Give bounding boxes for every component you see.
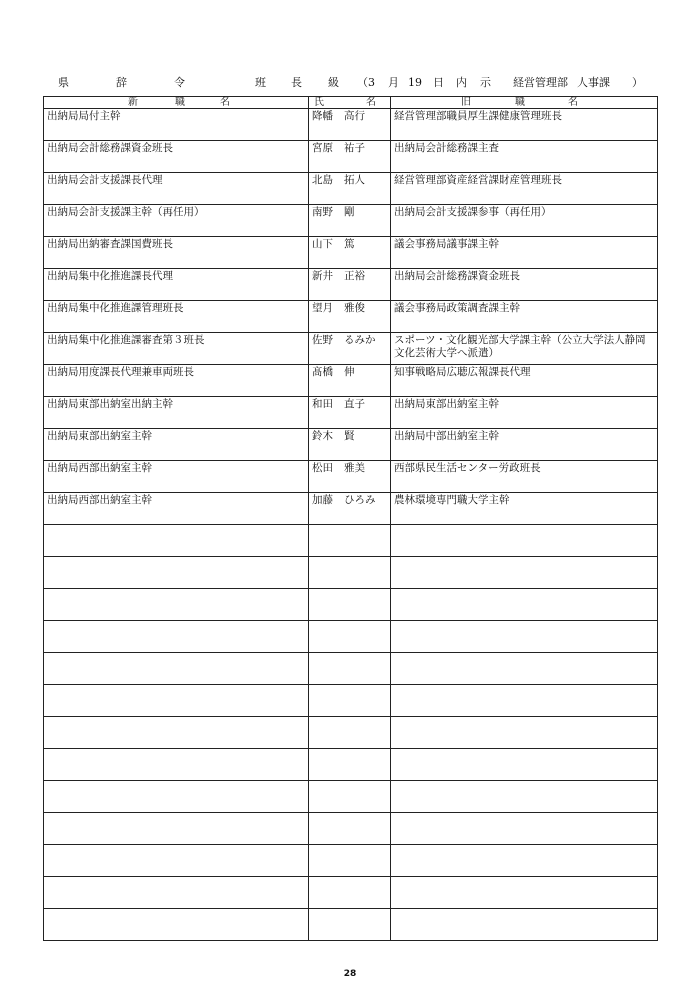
document-header bbox=[58, 75, 648, 91]
table-row bbox=[44, 397, 658, 429]
old-post-cell: 出納局会計総務課主査 bbox=[391, 141, 658, 173]
empty-cell bbox=[44, 653, 309, 685]
header-rank-char: 班 bbox=[255, 76, 266, 89]
table-row bbox=[44, 333, 658, 365]
empty-cell bbox=[44, 749, 309, 781]
given-name: 伸 bbox=[344, 366, 355, 378]
new-post-cell: 出納局集中化推進課審査第３班長 bbox=[44, 333, 309, 365]
header-date-open: （3 bbox=[357, 76, 375, 89]
header-day-label: 日 bbox=[433, 76, 444, 89]
family-name: 松田 bbox=[312, 462, 333, 474]
header-title-char: 令 bbox=[174, 76, 185, 89]
old-post-column-header: 旧 職 名 bbox=[391, 97, 658, 109]
empty-cell bbox=[391, 845, 658, 877]
new-post-cell: 出納局会計支援課長代理 bbox=[44, 173, 309, 205]
person-name-cell bbox=[309, 493, 391, 525]
person-name-cell bbox=[309, 397, 391, 429]
old-post-cell: 議会事務局政策調査課主幹 bbox=[391, 301, 658, 333]
empty-cell bbox=[309, 749, 391, 781]
old-post-cell: 西部県民生活センター労政班長 bbox=[391, 461, 658, 493]
empty-cell bbox=[309, 589, 391, 621]
empty-cell bbox=[44, 621, 309, 653]
new-post-cell: 出納局東部出納室出納主幹 bbox=[44, 397, 309, 429]
empty-cell bbox=[44, 813, 309, 845]
empty-table-row bbox=[44, 525, 658, 557]
empty-cell bbox=[44, 909, 309, 941]
given-name: 雅俊 bbox=[344, 302, 365, 314]
empty-cell bbox=[391, 621, 658, 653]
empty-table-row bbox=[44, 621, 658, 653]
empty-table-row bbox=[44, 557, 658, 589]
new-post-cell: 出納局会計総務課資金班長 bbox=[44, 141, 309, 173]
new-post-cell: 出納局西部出納室主幹 bbox=[44, 493, 309, 525]
old-post-cell: 経営管理部職員厚生課健康管理班長 bbox=[391, 109, 658, 141]
old-post-cell: 経営管理部資産経営課財産管理班長 bbox=[391, 173, 658, 205]
given-name: 高行 bbox=[344, 110, 365, 122]
empty-cell bbox=[309, 845, 391, 877]
empty-cell bbox=[44, 525, 309, 557]
given-name: 直子 bbox=[344, 398, 365, 410]
empty-cell bbox=[44, 557, 309, 589]
empty-cell bbox=[391, 749, 658, 781]
page-number: 28 bbox=[343, 969, 357, 979]
given-name: 正裕 bbox=[344, 270, 365, 282]
empty-table-row bbox=[44, 877, 658, 909]
empty-cell bbox=[44, 845, 309, 877]
family-name: 北島 bbox=[312, 174, 333, 186]
new-post-cell: 出納局局付主幹 bbox=[44, 109, 309, 141]
empty-cell bbox=[309, 525, 391, 557]
empty-cell bbox=[391, 589, 658, 621]
person-name-cell bbox=[309, 365, 391, 397]
appointment-table bbox=[43, 96, 658, 941]
family-name: 望月 bbox=[312, 302, 333, 314]
table-row bbox=[44, 269, 658, 301]
table-row bbox=[44, 237, 658, 269]
person-name-cell bbox=[309, 269, 391, 301]
empty-cell bbox=[391, 557, 658, 589]
empty-cell bbox=[309, 557, 391, 589]
table-row bbox=[44, 301, 658, 333]
family-name: 和田 bbox=[312, 398, 333, 410]
given-name: 篤 bbox=[344, 238, 355, 250]
header-title-char: 辞 bbox=[116, 76, 127, 89]
old-post-cell: 農林環境専門職大学主幹 bbox=[391, 493, 658, 525]
empty-cell bbox=[44, 781, 309, 813]
table-row bbox=[44, 493, 658, 525]
empty-cell bbox=[391, 525, 658, 557]
empty-cell bbox=[309, 717, 391, 749]
header-title-char: 県 bbox=[58, 76, 69, 89]
family-name: 新井 bbox=[312, 270, 333, 282]
old-post-cell: 知事戦略局広聴広報課長代理 bbox=[391, 365, 658, 397]
family-name: 宮原 bbox=[312, 142, 333, 154]
header-rank-char: 長 bbox=[291, 76, 302, 89]
given-name: 拓人 bbox=[344, 174, 365, 186]
table-row bbox=[44, 461, 658, 493]
empty-cell bbox=[391, 717, 658, 749]
empty-table-row bbox=[44, 781, 658, 813]
table-row bbox=[44, 109, 658, 141]
empty-cell bbox=[44, 717, 309, 749]
empty-cell bbox=[309, 877, 391, 909]
empty-cell bbox=[44, 877, 309, 909]
given-name: るみか bbox=[344, 334, 376, 346]
new-post-cell: 出納局東部出納室主幹 bbox=[44, 429, 309, 461]
empty-table-row bbox=[44, 813, 658, 845]
table-row bbox=[44, 429, 658, 461]
old-post-cell: 出納局会計総務課資金班長 bbox=[391, 269, 658, 301]
header-close-paren: ） bbox=[632, 76, 643, 89]
person-name-cell bbox=[309, 109, 391, 141]
new-post-cell: 出納局会計支援課主幹（再任用） bbox=[44, 205, 309, 237]
empty-cell bbox=[44, 685, 309, 717]
header-announce-char: 示 bbox=[480, 76, 491, 89]
family-name: 佐野 bbox=[312, 334, 333, 346]
given-name: 雅美 bbox=[344, 462, 365, 474]
empty-table-row bbox=[44, 653, 658, 685]
empty-cell bbox=[309, 621, 391, 653]
person-name-cell bbox=[309, 301, 391, 333]
given-name: 剛 bbox=[344, 206, 355, 218]
table-row bbox=[44, 141, 658, 173]
empty-cell bbox=[391, 909, 658, 941]
person-name-cell bbox=[309, 333, 391, 365]
family-name: 鈴木 bbox=[312, 430, 333, 442]
family-name: 髙橋 bbox=[312, 366, 333, 378]
person-name-cell bbox=[309, 429, 391, 461]
empty-cell bbox=[309, 813, 391, 845]
empty-cell bbox=[391, 781, 658, 813]
person-name-cell bbox=[309, 461, 391, 493]
empty-table-row bbox=[44, 717, 658, 749]
person-name-cell bbox=[309, 173, 391, 205]
header-division: 人事課 bbox=[577, 76, 610, 89]
empty-table-row bbox=[44, 845, 658, 877]
old-post-cell: 出納局会計支援課参事（再任用） bbox=[391, 205, 658, 237]
empty-cell bbox=[309, 653, 391, 685]
family-name: 降幡 bbox=[312, 110, 333, 122]
empty-cell bbox=[391, 653, 658, 685]
given-name: 祐子 bbox=[344, 142, 365, 154]
header-day-value: 19 bbox=[408, 76, 422, 89]
empty-cell bbox=[309, 685, 391, 717]
empty-table-row bbox=[44, 909, 658, 941]
given-name: 賢 bbox=[344, 430, 355, 442]
table-header-row bbox=[44, 97, 658, 109]
family-name: 南野 bbox=[312, 206, 333, 218]
header-announce-char: 内 bbox=[456, 76, 467, 89]
empty-cell bbox=[309, 909, 391, 941]
new-post-cell: 出納局集中化推進課長代理 bbox=[44, 269, 309, 301]
new-post-cell: 出納局西部出納室主幹 bbox=[44, 461, 309, 493]
old-post-cell: 議会事務局議事課主幹 bbox=[391, 237, 658, 269]
old-post-cell: 出納局中部出納室主幹 bbox=[391, 429, 658, 461]
empty-table-row bbox=[44, 685, 658, 717]
new-post-cell: 出納局出納審査課国費班長 bbox=[44, 237, 309, 269]
empty-cell bbox=[391, 877, 658, 909]
empty-table-row bbox=[44, 589, 658, 621]
person-name-cell bbox=[309, 237, 391, 269]
header-month-label: 月 bbox=[388, 76, 399, 89]
empty-cell bbox=[391, 813, 658, 845]
header-department: 経営管理部 bbox=[513, 76, 568, 89]
new-post-column-header: 新 職 名 bbox=[44, 97, 309, 109]
old-post-cell: 出納局東部出納室主幹 bbox=[391, 397, 658, 429]
given-name: ひろみ bbox=[344, 494, 376, 506]
new-post-cell: 出納局集中化推進課管理班長 bbox=[44, 301, 309, 333]
name-column-header: 氏 名 bbox=[309, 97, 391, 109]
person-name-cell bbox=[309, 205, 391, 237]
header-rank-char: 級 bbox=[328, 76, 339, 89]
table-row bbox=[44, 205, 658, 237]
empty-cell bbox=[391, 685, 658, 717]
table-row bbox=[44, 365, 658, 397]
family-name: 加藤 bbox=[312, 494, 333, 506]
family-name: 山下 bbox=[312, 238, 333, 250]
new-post-cell: 出納局用度課長代理兼車両班長 bbox=[44, 365, 309, 397]
empty-cell bbox=[44, 589, 309, 621]
person-name-cell bbox=[309, 141, 391, 173]
old-post-cell: スポーツ・文化観光部大学課主幹（公立大学法人静岡文化芸術大学へ派遣） bbox=[391, 333, 658, 365]
table-row bbox=[44, 173, 658, 205]
empty-cell bbox=[309, 781, 391, 813]
empty-table-row bbox=[44, 749, 658, 781]
